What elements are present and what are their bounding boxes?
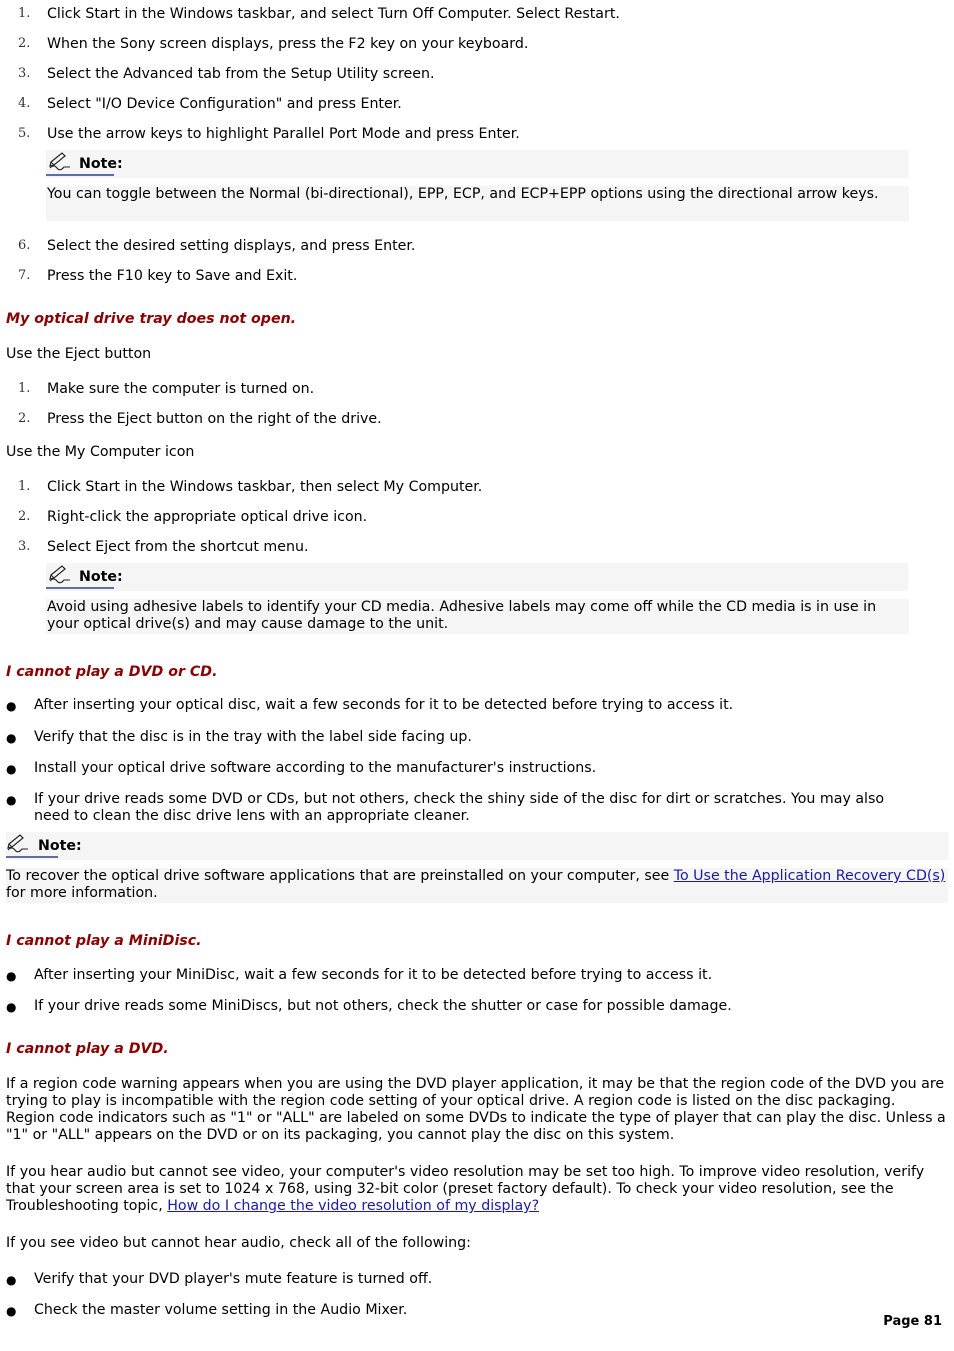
step-number: 1.	[18, 6, 31, 21]
note-text: Avoid using adhesive labels to identify your CD media. Adhesive labels may come off while the CD media is in use in your optical drive(s) and may cause damage to the unit.	[47, 599, 877, 632]
step-number: 7.	[18, 268, 31, 283]
step-text: Press the Eject button on the right of the drive.	[47, 411, 382, 427]
section-heading: I cannot play a DVD or CD.	[6, 664, 218, 680]
note-body	[6, 868, 948, 903]
bullet-dot: ●	[6, 1304, 17, 1318]
note-header	[46, 563, 908, 591]
intro-text: Use the My Computer icon	[6, 444, 195, 460]
section-heading: My optical drive tray does not open.	[6, 311, 297, 327]
step-number: 2.	[18, 36, 31, 51]
step-number: 1.	[18, 381, 31, 396]
note-body	[46, 186, 909, 221]
bullet-text: After inserting your optical disc, wait a few seconds for it to be detected before trying to access it.	[34, 697, 734, 713]
bullet-dot: ●	[6, 793, 17, 807]
bullet-text: Verify that your DVD player's mute feature is turned off.	[34, 1271, 433, 1287]
step-text: Select "I/O Device Configuration" and press Enter.	[47, 96, 402, 112]
page-number: Page 81	[883, 1314, 942, 1329]
pencil-note-icon	[6, 833, 30, 853]
step-number: 6.	[18, 238, 31, 253]
note-underline	[6, 856, 58, 858]
step-number: 1.	[18, 479, 31, 494]
paragraph-text: If you hear audio but cannot see video, your computer's video resolution may be set too high. To improve video resolution, verify that your screen area is set to 1024 x 768, using 32-bit color (preset factory default). To check your video resolution, see the Troubleshooting topic,	[6, 1164, 925, 1214]
bullet-text: Verify that the disc is in the tray with the label side facing up.	[34, 729, 472, 745]
bullet-dot: ●	[6, 731, 17, 745]
step-number: 2.	[18, 509, 31, 524]
note-text: To recover the optical drive software applications that are preinstalled on your computer, see	[6, 868, 674, 884]
step-number: 3.	[18, 539, 31, 554]
section-heading: I cannot play a MiniDisc.	[6, 933, 202, 949]
bullet-text: Install your optical drive software according to the manufacturer's instructions.	[34, 760, 597, 776]
pencil-note-icon	[48, 151, 72, 171]
step-text: Right-click the appropriate optical drive icon.	[47, 509, 368, 525]
bullet-dot: ●	[6, 1000, 17, 1014]
application-recovery-link[interactable]: To Use the Application Recovery CD(s)	[673, 868, 946, 884]
note-header	[6, 832, 948, 860]
step-number: 2.	[18, 411, 31, 426]
step-number: 5.	[18, 126, 31, 141]
video-resolution-link[interactable]: How do I change the video resolution of my display?	[167, 1198, 540, 1214]
step-text: Select Eject from the shortcut menu.	[47, 539, 309, 555]
step-text: Click Start in the Windows taskbar, and select Turn Off Computer. Select Restart.	[47, 6, 620, 22]
note-underline	[46, 587, 114, 589]
step-text: Press the F10 key to Save and Exit.	[47, 268, 298, 284]
step-number: 3.	[18, 66, 31, 81]
step-text: When the Sony screen displays, press the F2 key on your keyboard.	[47, 36, 529, 52]
note-label: Note:	[79, 156, 123, 172]
step-text: Use the arrow keys to highlight Parallel Port Mode and press Enter.	[47, 126, 520, 142]
note-text: You can toggle between the Normal (bi-directional), EPP, ECP, and ECP+EPP options using the directional arrow keys.	[47, 186, 879, 202]
step-text: Select the Advanced tab from the Setup Utility screen.	[47, 66, 435, 82]
step-text: Select the desired setting displays, and press Enter.	[47, 238, 416, 254]
bullet-dot: ●	[6, 699, 17, 713]
bullet-text: If your drive reads some MiniDiscs, but not others, check the shutter or case for possible damage.	[34, 998, 732, 1014]
note-body	[46, 599, 909, 634]
note-underline	[46, 174, 114, 176]
bullet-text: After inserting your MiniDisc, wait a few seconds for it to be detected before trying to access it.	[34, 967, 713, 983]
bullet-text: If your drive reads some DVD or CDs, but not others, check the shiny side of the disc for dirt or scratches. You may also need to clean the disc drive lens with an appropriate cleaner.	[34, 791, 885, 824]
step-number: 4.	[18, 96, 31, 111]
note-label: Note:	[38, 838, 82, 854]
bullet-text: Check the master volume setting in the Audio Mixer.	[34, 1302, 408, 1318]
paragraph: If a region code warning appears when you are using the DVD player application, it may be that the region code of the DVD you are trying to play is incompatible with the region code setting of your optical drive. A region code is listed on the disc packaging. Region code indicators such as "1" or "ALL" are labeled on some DVDs to indicate the type of player that can play the disc. Unless a "1" or "ALL" appears on the DVD or on its packaging, you cannot play the disc on this system.	[6, 1076, 946, 1143]
step-text: Click Start in the Windows taskbar, then select My Computer.	[47, 479, 483, 495]
note-label: Note:	[79, 569, 123, 585]
pencil-note-icon	[48, 564, 72, 584]
note-header	[46, 150, 908, 178]
section-heading: I cannot play a DVD.	[6, 1041, 169, 1057]
step-text: Make sure the computer is turned on.	[47, 381, 315, 397]
bullet-dot: ●	[6, 1273, 17, 1287]
paragraph	[6, 1164, 946, 1215]
paragraph: If you see video but cannot hear audio, check all of the following:	[6, 1235, 471, 1251]
intro-text: Use the Eject button	[6, 346, 152, 362]
bullet-dot: ●	[6, 969, 17, 983]
bullet-dot: ●	[6, 762, 17, 776]
note-text: for more information.	[6, 885, 158, 901]
